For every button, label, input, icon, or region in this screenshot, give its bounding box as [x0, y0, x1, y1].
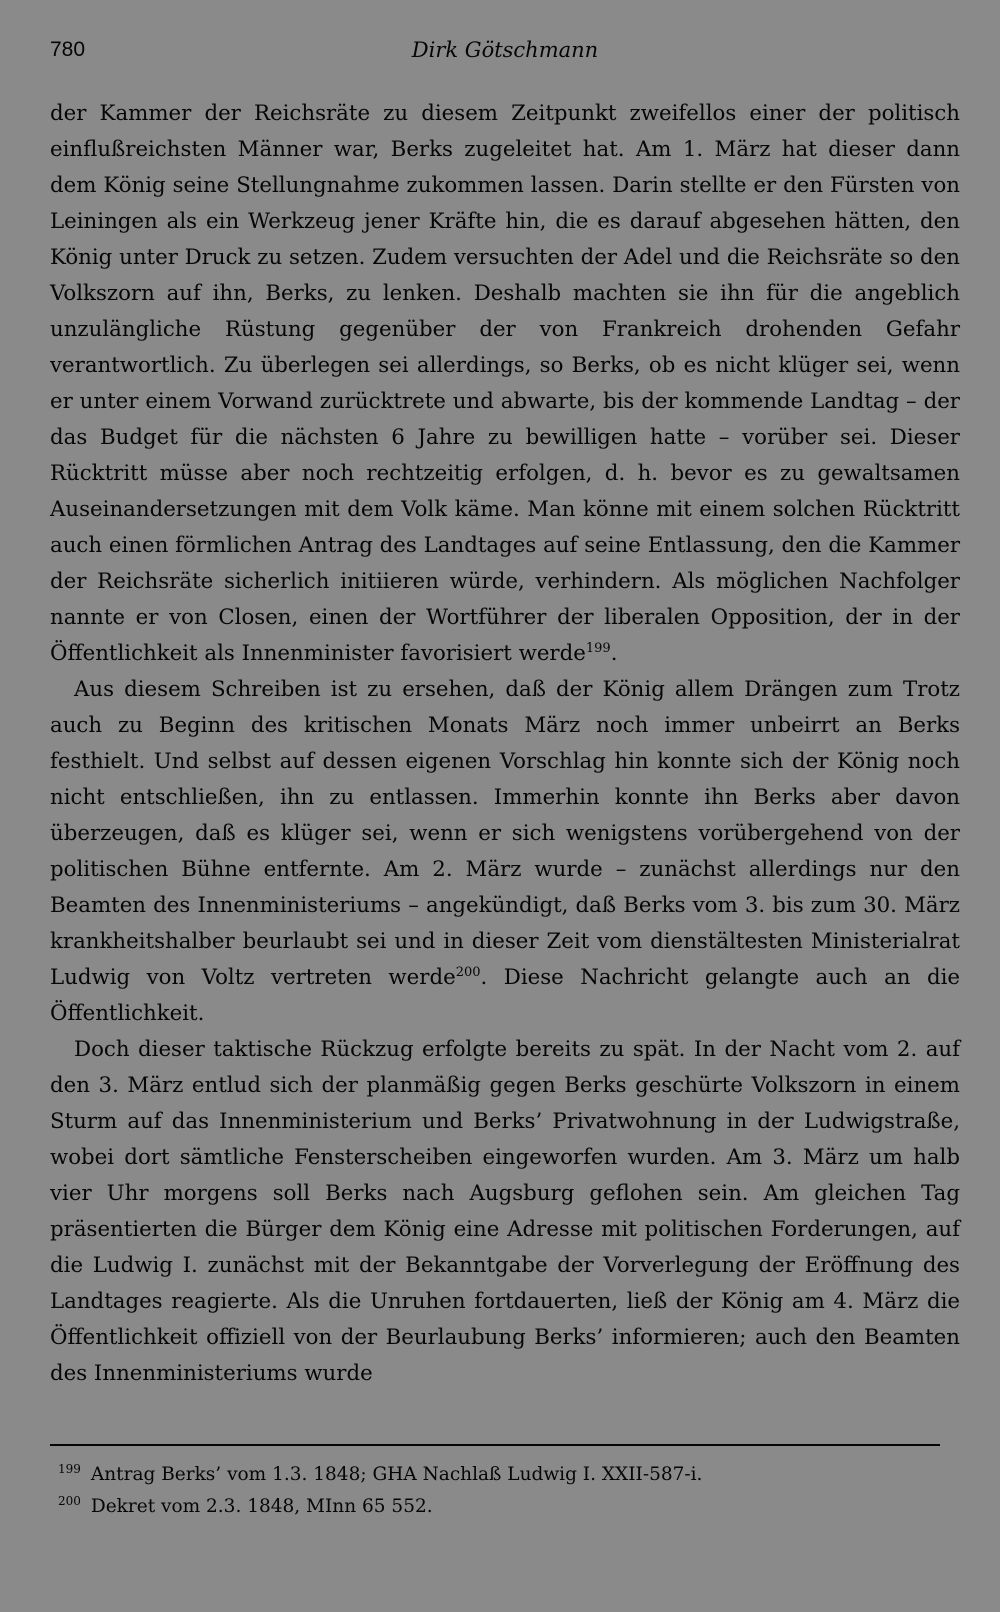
paragraph-1: der Kammer der Reichsräte zu diesem Zeitpunkt zweifellos einer der politisch einflußreichsten Männer war, Berks zugeleitet hat. Am 1. März hat dieser dann dem König seine Stellungnahme zukommen lassen. Darin stellte er den Fürsten von Leiningen als ein Werkzeug jener Kräfte hin, die es darauf abgesehen hätten, den König unter Druck zu setzen. Zudem versuchten der Adel und die Reichsräte so den Volkszorn auf ihn, Berks, zu lenken. Deshalb machten sie ihn für die angeblich unzulängliche Rüstung gegenüber der von Frankreich drohenden Gefahr verantwortlich. Zu überlegen sei allerdings, so Berks, ob es nicht klüger sei, wenn er unter einem Vorwand zurücktrete und abwarte, bis der kommende Landtag – der das Budget für die nächsten 6 Jahre zu bewilligen hatte – vorüber sei. Dieser Rücktritt müsse aber noch rechtzeitig erfolgen, d. h. bevor es zu gewaltsamen Auseinandersetzungen mit dem Volk käme. Man könne mit einem solchen Rücktritt auch einen förmlichen Antrag des Landtages auf seine Entlassung, den die Kammer der Reichsräte sicherlich initiieren würde, verhindern. Als möglichen Nachfolger nannte er von Closen, einen der Wortführer der liberalen Opposition, der in der Öffentlichkeit als Innenminister favorisiert werde$^{199}$. — [50, 101, 960, 666]
footnote-number: 199 — [58, 1462, 81, 1476]
footnote-text: Dekret vom 2.3. 1848, MInn 65 552. — [90, 1496, 433, 1518]
footnote-text: Antrag Berks’ vom 1.3. 1848; GHA Nachlaß Ludwig I. XXII-587-i. — [90, 1464, 703, 1486]
paragraph-2: Aus diesem Schreiben ist zu ersehen, daß der König allem Drängen zum Trotz auch zu Beginn des kritischen Monats März noch immer unbeirrt an Berks festhielt. Und selbst auf dessen eigenen Vorschlag hin konnte sich der König noch nicht entschließen, ihn zu entlassen. Immerhin konnte ihn Berks aber davon überzeugen, daß es klüger sei, wenn er sich wenigstens vorübergehend von der politischen Bühne entfernte. Am 2. März wurde – zunächst allerdings nur den Beamten des Innenministeriums – angekündigt, daß Berks vom 3. bis zum 30. März krankheitshalber beurlaubt sei und in dieser Zeit vom dienstältesten Ministerialrat Ludwig von Voltz vertreten werde$^{200}$. Diese Nachricht gelangte auch an die Öffentlichkeit. — [50, 677, 960, 1026]
footnote-ref-200[interactable]: 200 — [455, 964, 481, 980]
footnote-ref-199[interactable]: 199 — [585, 640, 611, 656]
body-text — [50, 96, 960, 1392]
page-header — [50, 30, 960, 70]
footnote-200 — [50, 1488, 960, 1520]
footnote-number: 200 — [58, 1494, 81, 1509]
footnote-divider — [50, 1444, 940, 1446]
running-head: Dirk Götschmann — [411, 38, 599, 62]
page-number: 780 — [50, 38, 86, 61]
footnote-199 — [50, 1456, 960, 1488]
paragraph-3: Doch dieser taktische Rückzug erfolgte bereits zu spät. In der Nacht vom 2. auf den 3. März entlud sich der planmäßig gegen Berks geschürte Volkszorn in einem Sturm auf das Innenministerium und Berks’ Privatwohnung in der Ludwigstraße, wobei dort sämtliche Fensterscheiben eingeworfen wurden. Am 3. März um halb vier Uhr morgens soll Berks nach Augsburg geflohen sein. Am gleichen Tag präsentierten die Bürger dem König eine Adresse mit politischen Forderungen, auf die Ludwig I. zunächst mit der Bekanntgabe der Vorverlegung der Eröffnung des Landtages reagierte. Als die Unruhen fortdauerten, ließ der König am 4. März die Öffentlichkeit offiziell von der Beurlaubung Berks’ informieren; auch den Beamten des Innenministeriums wurde — [50, 1037, 960, 1386]
footnotes — [50, 1456, 960, 1520]
